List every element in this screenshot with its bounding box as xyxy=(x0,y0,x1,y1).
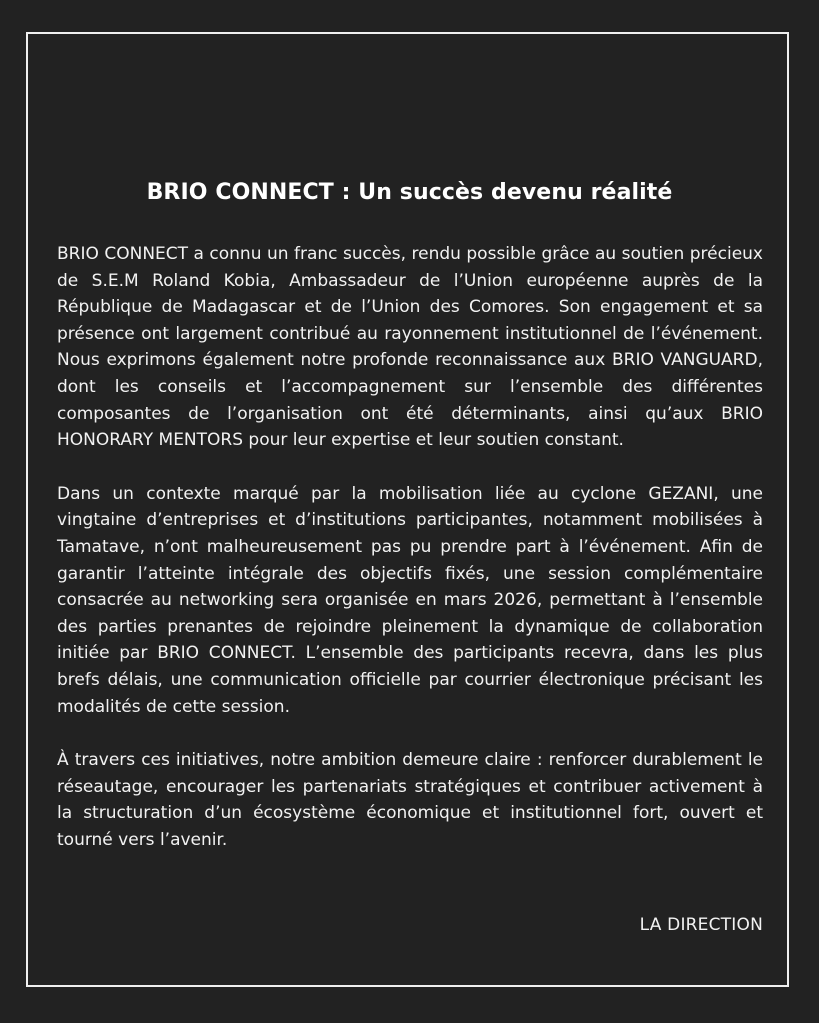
body-paragraph-acknowledgements: BRIO CONNECT a connu un franc succès, rendu possible grâce au soutien précieux de S.E.M Roland Kobia, Ambassadeur de l’Union européenne auprès de la République de Madagascar et de l’Union des Comores. Son engagement et sa présence ont largement contribué au rayonnement institutionnel de l’événement. Nous exprimons également notre profonde reconnaissance aux BRIO VANGUARD, dont les conseils et l’accompagnement sur l’ensemble des différentes composantes de l’organisation ont été déterminants, ainsi qu’aux BRIO HONORARY MENTORS pour leur expertise et leur soutien constant. xyxy=(57,244,763,451)
body-paragraph-networking-session: Dans un contexte marqué par la mobilisation liée au cyclone GEZANI, une vingtaine d’entreprises et d’institutions participantes, notamment mobilisées à Tamatave, n’ont malheureusement pas pu prendre part à l’événement. Afin de garantir l’atteinte intégrale des objectifs fixés, une session complémentaire consacrée au networking sera organisée en mars 2026, permettant à l’ensemble des parties prenantes de rejoindre pleinement la dynamique de collaboration initiée par BRIO CONNECT. L’ensemble des participants recevra, dans les plus brefs délais, une communication officielle par courrier électronique précisant les modalités de cette session. xyxy=(57,483,763,717)
document-body xyxy=(57,241,763,880)
document-title: BRIO CONNECT : Un succès devenu réalité xyxy=(146,180,673,205)
body-paragraph-ambition: À travers ces initiatives, notre ambition demeure claire : renforcer durablement le réseautage, encourager les partenariats stratégiques et contribuer activement à la structuration d’un écosystème économique et institutionnel fort, ouvert et tourné vers l’avenir. xyxy=(57,750,763,850)
signature: LA DIRECTION xyxy=(639,915,763,935)
